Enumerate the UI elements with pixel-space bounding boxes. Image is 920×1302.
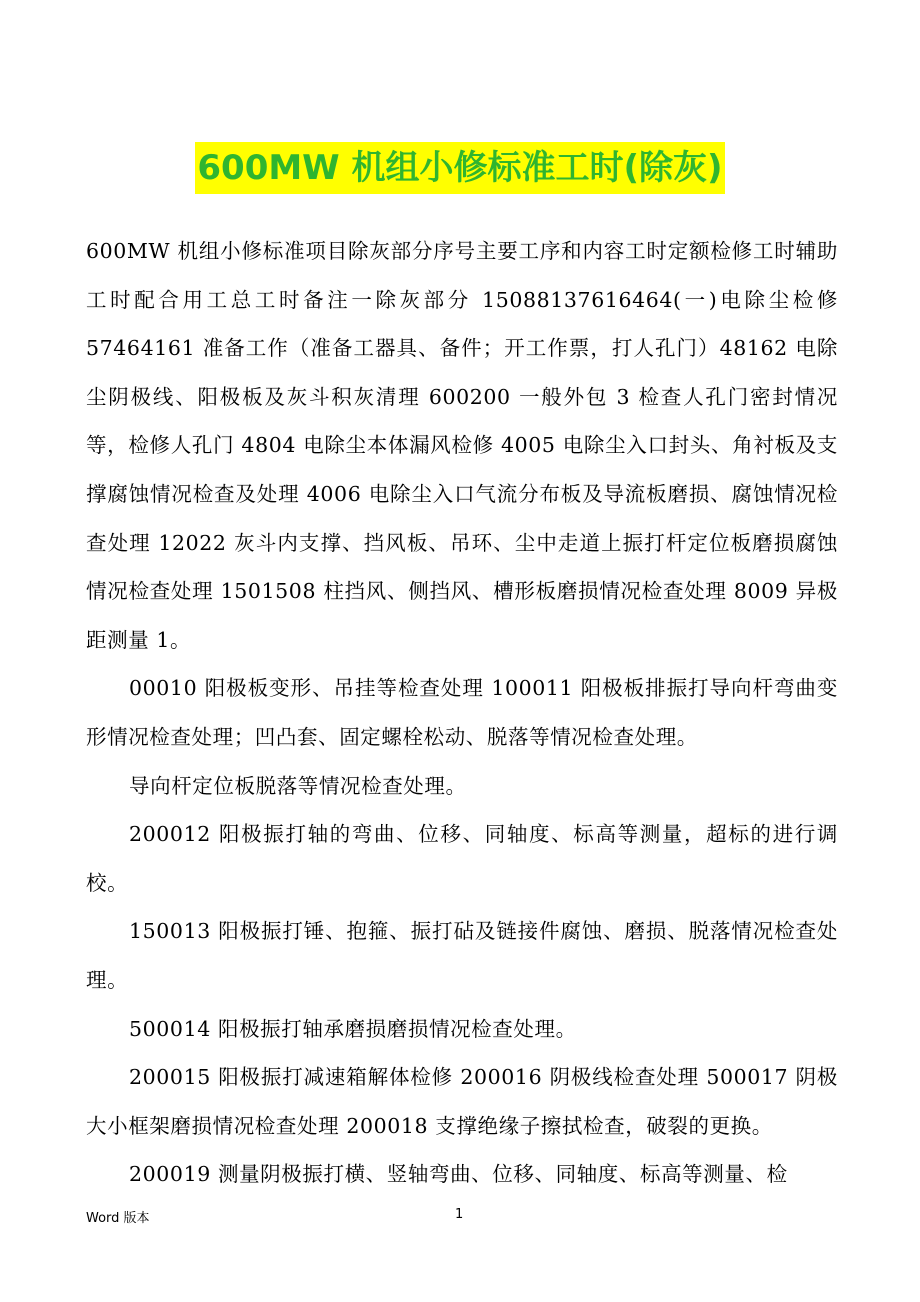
title-container	[0, 142, 920, 194]
paragraph: 150013 阳极振打锤、抱箍、振打砧及链接件腐蚀、磨损、脱落情况检查处理。	[86, 919, 838, 992]
paragraph: 00010 阳极板变形、吊挂等检查处理 100011 阳极板排振打导向杆弯曲变形情况检查处理；凹凸套、固定螺栓松动、脱落等情况检查处理。	[86, 676, 838, 749]
page-number: 1	[455, 1207, 464, 1222]
paragraph: 500014 阳极振打轴承磨损磨损情况检查处理。	[129, 1016, 577, 1041]
document-body	[86, 227, 838, 1199]
paragraph: 200015 阳极振打减速箱解体检修 200016 阴极线检查处理 500017 阴极大小框架磨损情况检查处理 200018 支撑绝缘子擦拭检查，破裂的更换。	[86, 1065, 838, 1138]
paragraph: 200019 测量阴极振打横、竖轴弯曲、位移、同轴度、标高等测量、检	[129, 1162, 788, 1187]
document-title: 600MW 机组小修标准工时(除灰)	[195, 142, 724, 194]
paragraph: 导向杆定位板脱落等情况检查处理。	[129, 773, 467, 798]
footer-label: Word 版本	[86, 1211, 150, 1226]
paragraph: 600MW 机组小修标准项目除灰部分序号主要工序和内容工时定额检修工时辅助工时配合用工总工时备注一除灰部分 15088137616464(一)电除尘检修 57464161 准备工作（准备工器具、备件；开工作票，打人孔门）48162 电除尘阴极线、阳极板及灰斗积灰清理 600200 一般外包 3 检查人孔门密封情况等，检修人孔门 4804 电除尘本体漏风检修 4005 电除尘入口封头、角衬板及支撑腐蚀情况检查及处理 4006 电除尘入口气流分布板及导流板磨损、腐蚀情况检查处理 12022 灰斗内支撑、挡风板、吊环、尘中走道上振打杆定位板磨损腐蚀情况检查处理 1501508 柱挡风、侧挡风、槽形板磨损情况检查处理 8009 异极距测量 1。	[86, 239, 838, 652]
paragraph: 200012 阳极振打轴的弯曲、位移、同轴度、标高等测量，超标的进行调校。	[86, 822, 838, 895]
